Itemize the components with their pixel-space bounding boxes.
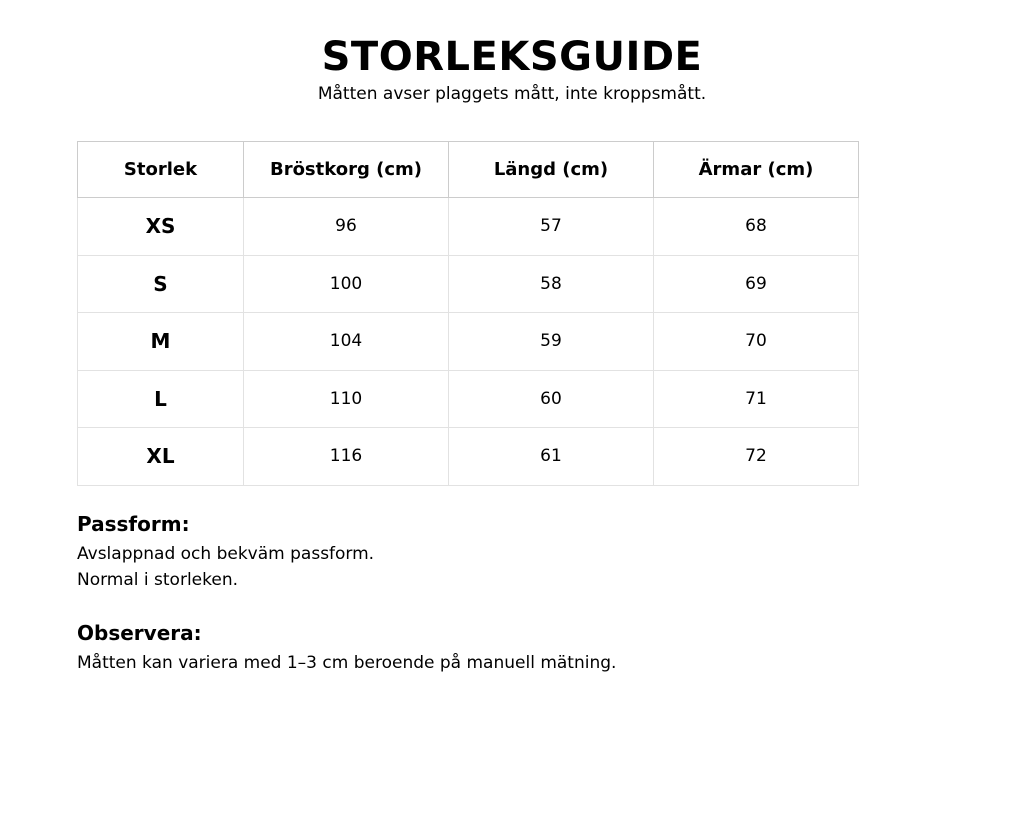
fit-heading: Passform: [77, 512, 190, 536]
sleeve-cell: 72 [654, 428, 859, 486]
length-cell: 60 [449, 370, 654, 428]
length-cell: 61 [449, 428, 654, 486]
chest-cell: 104 [244, 313, 449, 371]
note-heading: Observera: [77, 621, 202, 645]
chest-cell: 96 [244, 198, 449, 256]
column-header-chest: Bröstkorg (cm) [244, 142, 449, 198]
fit-text-line: Avslappnad och bekväm passform. [77, 544, 375, 564]
size-table [77, 141, 859, 486]
sleeve-cell: 69 [654, 255, 859, 313]
table-row [78, 370, 859, 428]
sleeve-cell: 71 [654, 370, 859, 428]
column-header-sleeves: Ärmar (cm) [654, 142, 859, 198]
size-cell: M [78, 313, 244, 371]
length-cell: 58 [449, 255, 654, 313]
table-row [78, 198, 859, 256]
size-cell: L [78, 370, 244, 428]
chest-cell: 110 [244, 370, 449, 428]
page-subtitle: Måtten avser plaggets mått, inte kroppsmått. [317, 84, 707, 104]
column-header-length: Längd (cm) [449, 142, 654, 198]
table-row [78, 255, 859, 313]
fit-text-line: Normal i storleken. [77, 570, 239, 590]
size-cell: XL [78, 428, 244, 486]
column-header-size: Storlek [78, 142, 244, 198]
table-row [78, 313, 859, 371]
table-header-row [78, 142, 859, 198]
chest-cell: 100 [244, 255, 449, 313]
note-text-line: Måtten kan variera med 1–3 cm beroende på manuell mätning. [77, 653, 617, 673]
sleeve-cell: 68 [654, 198, 859, 256]
length-cell: 59 [449, 313, 654, 371]
sleeve-cell: 70 [654, 313, 859, 371]
size-cell: XS [78, 198, 244, 256]
chest-cell: 116 [244, 428, 449, 486]
length-cell: 57 [449, 198, 654, 256]
table-row [78, 428, 859, 486]
size-cell: S [78, 255, 244, 313]
page-title: STORLEKSGUIDE [321, 34, 703, 80]
